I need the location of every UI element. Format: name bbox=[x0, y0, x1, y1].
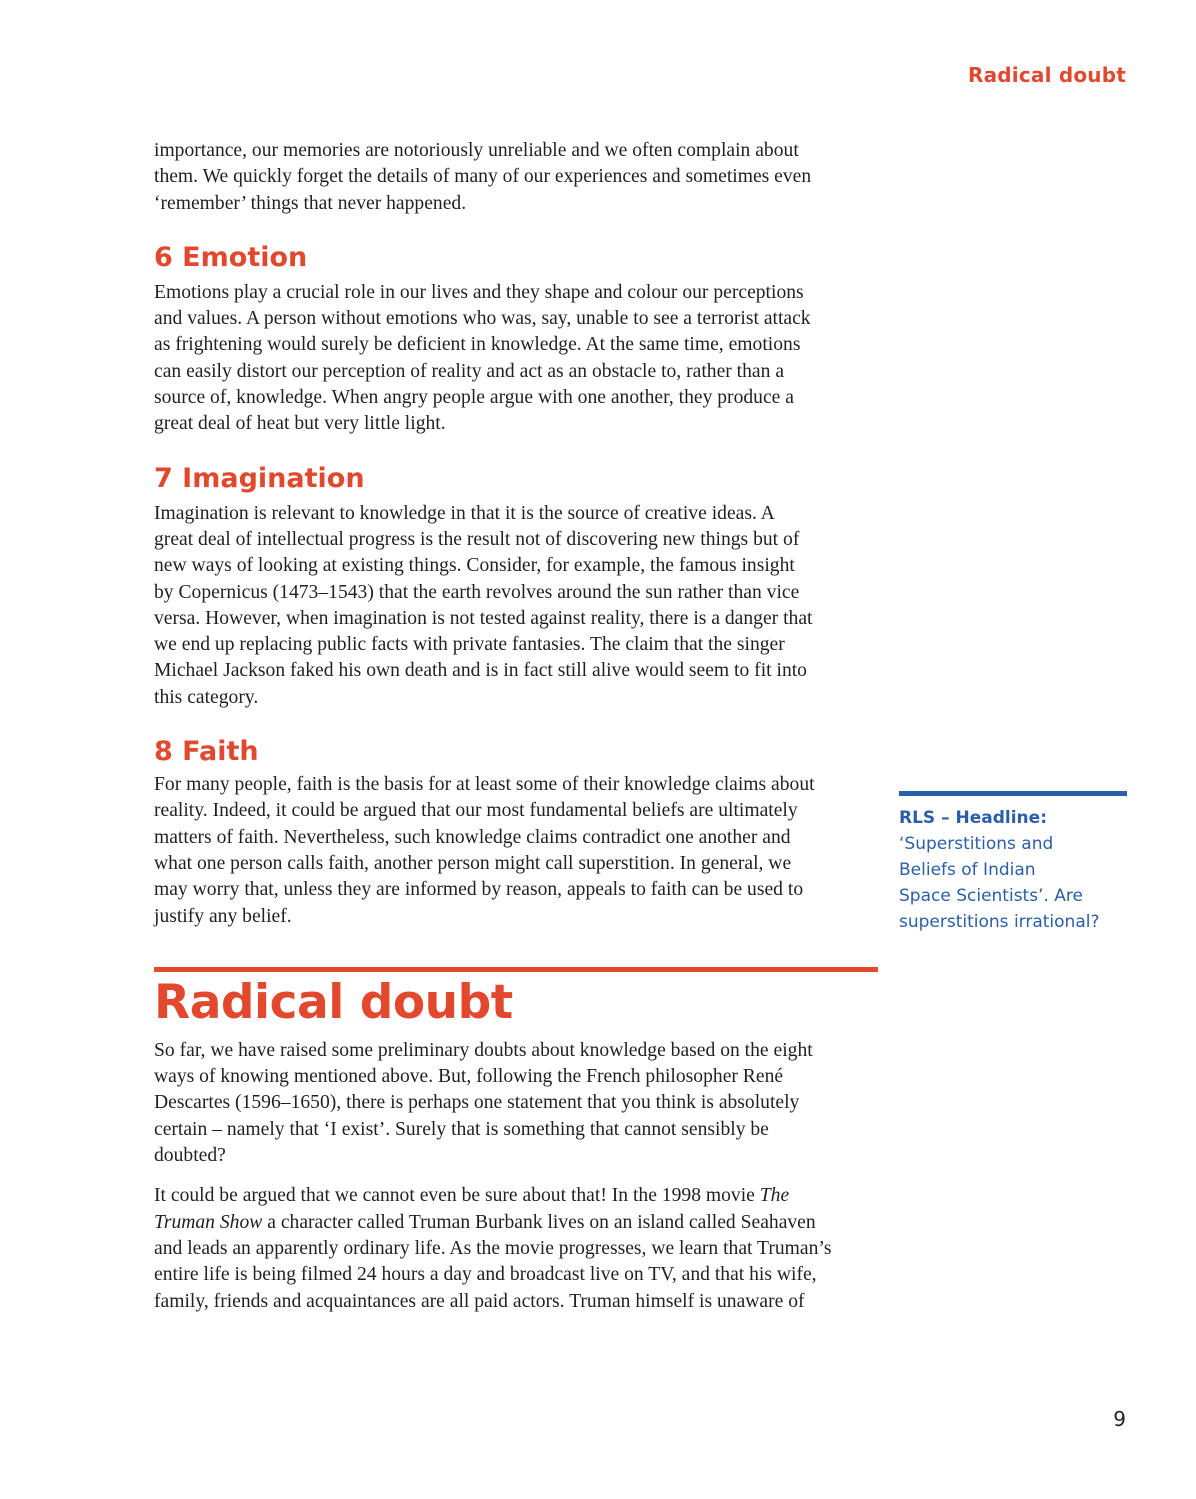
margin-note-text bbox=[899, 805, 1127, 935]
text-line: Descartes (1596–1650), there is perhaps one statement that you think is absolutely bbox=[154, 1092, 800, 1114]
text-line: this category. bbox=[154, 686, 259, 708]
text-line: Space Scientists’. Are bbox=[899, 886, 1083, 906]
text-run: It could be argued that we cannot even be sure about that! In the 1998 movie bbox=[154, 1185, 760, 1207]
running-header: Radical doubt bbox=[967, 63, 1126, 87]
text-line: ‘Superstitions and bbox=[899, 834, 1054, 854]
text-line: matters of faith. Nevertheless, such knowledge claims contradict one another and bbox=[154, 826, 791, 848]
chapter-title: Radical doubt bbox=[154, 974, 513, 1030]
text-line: ‘remember’ things that never happened. bbox=[154, 192, 467, 214]
text-line: Imagination is relevant to knowledge in that it is the source of creative ideas. A bbox=[154, 502, 775, 524]
text-line: ways of knowing mentioned above. But, following the French philosopher René bbox=[154, 1066, 784, 1088]
text-line: versa. However, when imagination is not tested against reality, there is a danger that bbox=[154, 607, 813, 629]
movie-title-part: Truman Show bbox=[154, 1211, 263, 1233]
chapter-paragraph-2 bbox=[154, 1183, 878, 1314]
section-heading-imagination: 7 Imagination bbox=[154, 462, 365, 494]
text-line: great deal of intellectual progress is the result not of discovering new things but of bbox=[154, 528, 800, 550]
text-line: them. We quickly forget the details of many of our experiences and sometimes even bbox=[154, 166, 812, 188]
text-run: a character called Truman Burbank lives on an island called Seahaven bbox=[262, 1211, 816, 1233]
faith-paragraph bbox=[154, 772, 878, 930]
text-line: new ways of looking at existing things. Consider, for example, the famous insight bbox=[154, 555, 795, 577]
page-number: 9 bbox=[1113, 1407, 1126, 1431]
section-heading-faith: 8 Faith bbox=[154, 736, 259, 768]
text-line: For many people, faith is the basis for at least some of their knowledge claims about bbox=[154, 774, 815, 796]
text-line: and leads an apparently ordinary life. As the movie progresses, we learn that Truman’s bbox=[154, 1237, 832, 1259]
text-line: superstitions irrational? bbox=[899, 912, 1100, 932]
text-line: Michael Jackson faked his own death and is in fact still alive would seem to fit into bbox=[154, 660, 807, 682]
text-line: doubted? bbox=[154, 1145, 226, 1167]
margin-note-label: RLS – Headline: bbox=[899, 808, 1047, 828]
text-line: and values. A person without emotions who was, say, unable to see a terrorist attack bbox=[154, 308, 811, 330]
text-line: great deal of heat but very little light. bbox=[154, 413, 446, 435]
chapter-paragraph-1 bbox=[154, 1038, 878, 1169]
text-line: entire life is being filmed 24 hours a day and broadcast live on TV, and that his wife, bbox=[154, 1264, 817, 1286]
text-line: So far, we have raised some preliminary doubts about knowledge based on the eight bbox=[154, 1039, 813, 1061]
main-column bbox=[154, 138, 878, 1315]
text-line: as frightening would surely be deficient in knowledge. At the same time, emotions bbox=[154, 334, 801, 356]
chapter-divider bbox=[154, 967, 878, 972]
text-line: we end up replacing public facts with private fantasies. The claim that the singer bbox=[154, 634, 785, 656]
text-line: what one person calls faith, another person might call superstition. In general, we bbox=[154, 852, 792, 874]
text-line: may worry that, unless they are informed by reason, appeals to faith can be used to bbox=[154, 879, 804, 901]
emotion-paragraph bbox=[154, 280, 878, 438]
text-line: certain – namely that ‘I exist’. Surely that is something that cannot sensibly be bbox=[154, 1118, 769, 1140]
text-line: family, friends and acquaintances are all paid actors. Truman himself is unaware of bbox=[154, 1290, 805, 1312]
text-line: by Copernicus (1473–1543) that the earth revolves around the sun rather than vice bbox=[154, 581, 800, 603]
text-line: Emotions play a crucial role in our lives and they shape and colour our perceptions bbox=[154, 281, 804, 303]
text-line: source of, knowledge. When angry people argue with one another, they produce a bbox=[154, 387, 794, 409]
text-line: Beliefs of Indian bbox=[899, 860, 1036, 880]
imagination-paragraph bbox=[154, 501, 878, 711]
margin-note-rule bbox=[899, 791, 1127, 796]
section-heading-emotion: 6 Emotion bbox=[154, 241, 308, 273]
margin-note bbox=[899, 791, 1127, 935]
text-line bbox=[154, 1210, 878, 1236]
movie-title-part: The bbox=[759, 1185, 790, 1207]
text-line: can easily distort our perception of reality and act as an obstacle to, rather than a bbox=[154, 360, 785, 382]
text-line: justify any belief. bbox=[154, 905, 292, 927]
text-line: reality. Indeed, it could be argued that our most fundamental beliefs are ultimately bbox=[154, 800, 798, 822]
text-line: importance, our memories are notoriously unreliable and we often complain about bbox=[154, 140, 799, 161]
intro-paragraph bbox=[154, 138, 878, 217]
text-line bbox=[154, 1183, 878, 1209]
